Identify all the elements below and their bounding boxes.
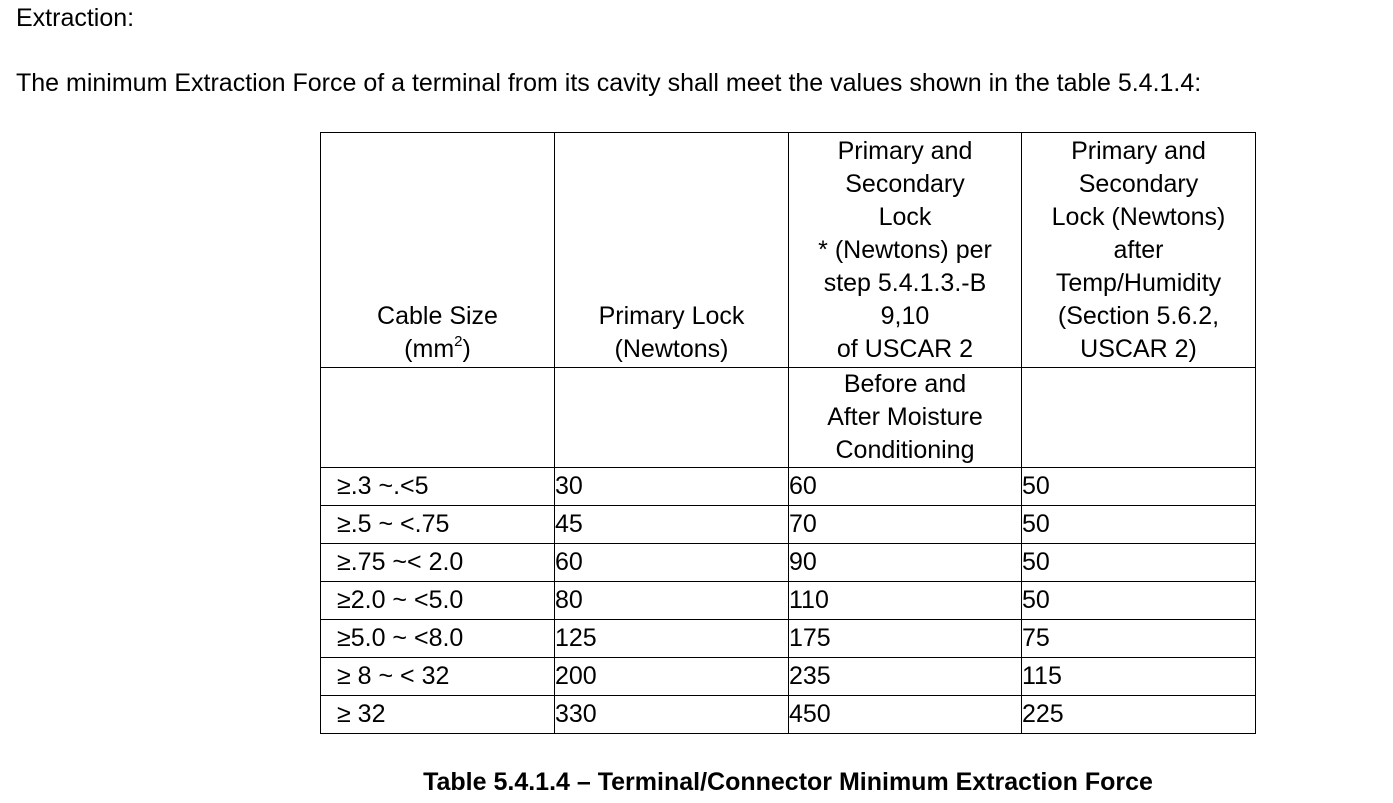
subheader-empty-1 <box>321 368 555 468</box>
cell-primary-lock: 60 <box>555 544 789 582</box>
header-primary-lock-label: Primary Lock (Newtons) <box>598 302 745 363</box>
subheader-empty-4 <box>1022 368 1256 468</box>
header-primary-secondary-lock <box>789 133 1022 368</box>
cell-cable-size: ≥.3 ~.<5 <box>321 468 555 506</box>
header-primary-secondary-lock-label: Primary and Secondary Lock * (Newtons) per step 5.4.1.3.-B 9,10 of USCAR 2 <box>818 137 992 363</box>
cell-temp-humidity: 75 <box>1022 620 1256 658</box>
unit-base: (mm <box>404 335 455 363</box>
table-row <box>321 544 1256 582</box>
cell-cable-size: ≥.5 ~ <.75 <box>321 506 555 544</box>
table-caption: Table 5.4.1.4 – Terminal/Connector Minimum Extraction Force <box>423 768 1153 796</box>
cell-cable-size: ≥5.0 ~ <8.0 <box>321 620 555 658</box>
unit-superscript: 2 <box>454 332 463 350</box>
cell-primary-secondary: 60 <box>789 468 1022 506</box>
cell-cable-size: ≥2.0 ~ <5.0 <box>321 582 555 620</box>
extraction-force-table <box>320 132 1256 734</box>
cell-primary-secondary: 110 <box>789 582 1022 620</box>
cell-temp-humidity: 115 <box>1022 658 1256 696</box>
table-row <box>321 582 1256 620</box>
cell-primary-lock: 330 <box>555 696 789 734</box>
subheader-moisture: Before and After Moisture Conditioning <box>789 368 1022 468</box>
cell-primary-lock: 30 <box>555 468 789 506</box>
cell-primary-lock: 125 <box>555 620 789 658</box>
header-cable-size-label: Cable Size <box>377 302 498 330</box>
cell-cable-size: ≥ 32 <box>321 696 555 734</box>
header-temp-humidity-label: Primary and Secondary Lock (Newtons) after Temp/Humidity (Section 5.6.2, USCAR 2) <box>1051 137 1226 363</box>
cell-temp-humidity: 225 <box>1022 696 1256 734</box>
cell-primary-secondary: 235 <box>789 658 1022 696</box>
cell-primary-secondary: 70 <box>789 506 1022 544</box>
table-subheader-row <box>321 368 1256 468</box>
subheader-empty-2 <box>555 368 789 468</box>
header-temp-humidity <box>1022 133 1256 368</box>
cell-temp-humidity: 50 <box>1022 544 1256 582</box>
table-row <box>321 506 1256 544</box>
cell-primary-secondary: 175 <box>789 620 1022 658</box>
intro-paragraph: The minimum Extraction Force of a terminal from its cavity shall meet the values shown in the table 5.4.1.4: <box>16 69 1202 97</box>
cell-primary-lock: 200 <box>555 658 789 696</box>
cell-temp-humidity: 50 <box>1022 468 1256 506</box>
cell-cable-size: ≥ 8 ~ < 32 <box>321 658 555 696</box>
cell-temp-humidity: 50 <box>1022 582 1256 620</box>
header-primary-lock <box>555 133 789 368</box>
table-row <box>321 620 1256 658</box>
cell-primary-secondary: 90 <box>789 544 1022 582</box>
unit-close: ) <box>462 335 471 363</box>
section-heading: Extraction: <box>16 4 135 32</box>
cell-primary-lock: 80 <box>555 582 789 620</box>
table-row <box>321 658 1256 696</box>
cell-primary-lock: 45 <box>555 506 789 544</box>
header-cable-size <box>321 133 555 368</box>
table-row <box>321 696 1256 734</box>
cell-primary-secondary: 450 <box>789 696 1022 734</box>
table-header-row <box>321 133 1256 368</box>
cell-temp-humidity: 50 <box>1022 506 1256 544</box>
table-row <box>321 468 1256 506</box>
header-cable-size-unit <box>404 332 471 363</box>
cell-cable-size: ≥.75 ~< 2.0 <box>321 544 555 582</box>
